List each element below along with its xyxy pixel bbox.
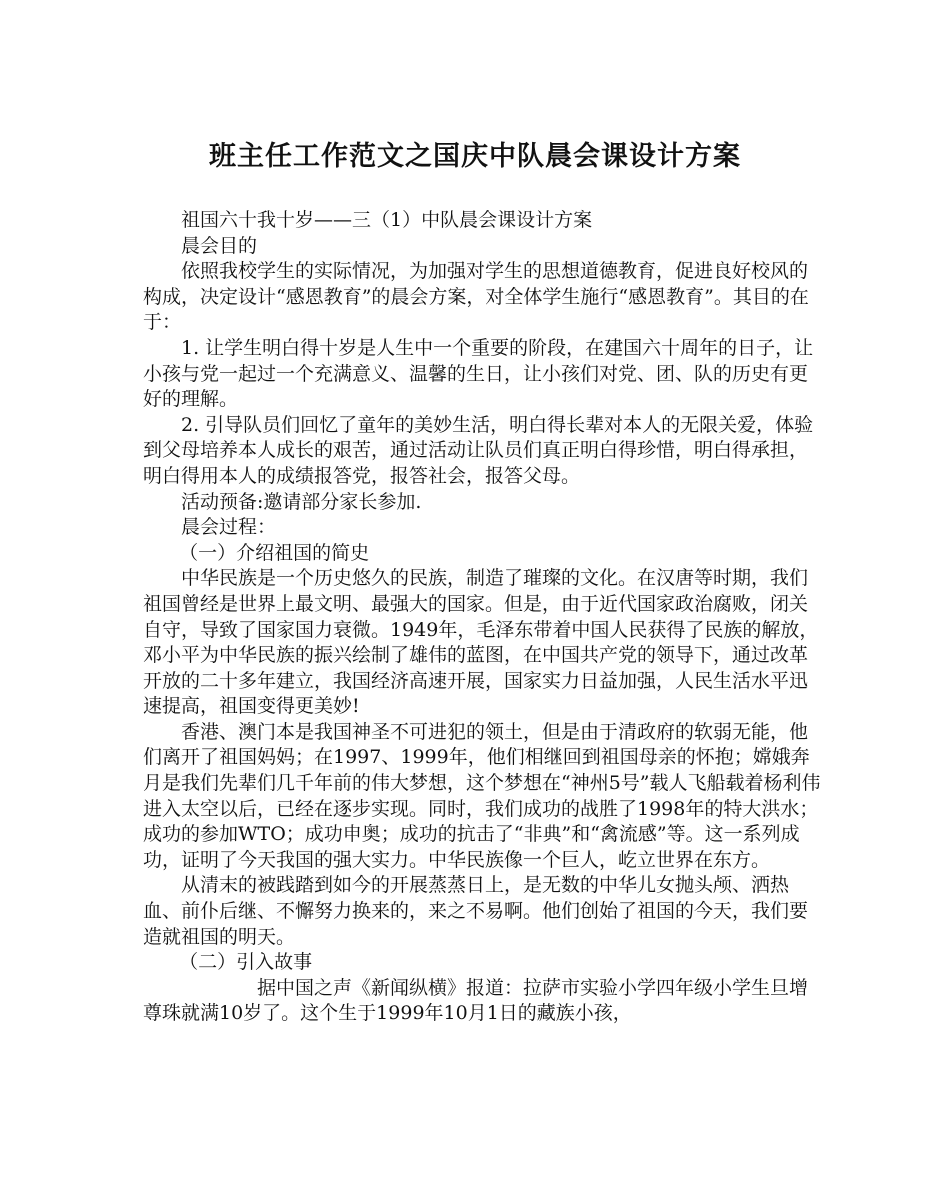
subtitle-paragraph: 祖国六十我十岁——三（1）中队晨会课设计方案 [181,209,593,231]
paragraph-history-2: 香港、澳门本是我国神圣不可进犯的领土，但是由于清政府的软弱无能，他们离开了祖国妈妈；在1997、1999年，他们相继回到祖国母亲的怀抱；嫦娥奔月是我们先辈们几千年前的伟大梦想，这个梦想在“神州5号”载人飞船载着杨利伟进入太空以后，已经在逐步实现。同时，我们成功的战胜了1998年的特大洪水；成功的参加WTO；成功申奥；成功的抗击了“非典”和“禽流感”等。这一系列成功，证明了今天我国的强大实力。中华民族像一个巨人，屹立世界在东方。 [143,720,821,871]
document-body [143,208,823,1027]
paragraph-history-3: 从清末的被践踏到如今的开展蒸蒸日上，是无数的中华儿女抛头颅、洒热血、前仆后继、不懈努力换来的，来之不易啊。他们创始了祖国的今天，我们要造就祖国的明天。 [143,874,809,948]
section-heading-purpose: 晨会目的 [181,234,258,257]
section-heading-process: 晨会过程： [181,516,277,539]
section-heading-history: （一）介绍祖国的简史 [179,541,370,564]
document-title: 班主任工作范文之国庆中队晨会课设计方案 [209,141,741,172]
paragraph-purpose-item-2: 2. 引导队员们回忆了童年的美妙生活，明白得长辈对本人的无限关爱，体验到父母培养本人成长的艰苦，通过活动让队员们真正明白得珍惜，明白得承担，明白得用本人的成绩报答党，报答社会，报答父母。 [143,413,814,487]
section-heading-story: （二）引入故事 [179,951,313,974]
paragraph-purpose-item-1: 1. 让学生明白得十岁是人生中一个重要的阶段，在建国六十周年的日子，让小孩与党一起过一个充满意义、温馨的生日，让小孩们对党、团、队的历史有更好的理解。 [143,336,814,411]
paragraph-history-1: 中华民族是一个历史悠久的民族，制造了璀璨的文化。在汉唐等时期，我们祖国曾经是世界上最文明、最强大的国家。但是，由于近代国家政治腐败，闭关自守，导致了国家国力衰微。1949年，毛泽东带着中国人民获得了民族的解放，邓小平为中华民族的振兴绘制了雄伟的蓝图，在中国共产党的领导下，通过改革开放的二十多年建立，我国经济高速开展，国家实力日益加强，人民生活水平迅速提高，祖国变得更美妙! [143,567,819,718]
paragraph-story: 据中国之声《新闻纵横》报道：拉萨市实验小学四年级小学生旦增尊珠就满10岁了。这个生于1999年10月1日的藏族小孩， [143,976,809,1025]
paragraph-preparation: 活动预备:邀请部分家长参加. [181,490,422,513]
paragraph-purpose-intro: 依照我校学生的实际情况，为加强对学生的思想道德教育，促进良好校风的构成，决定设计“感恩教育”的晨会方案，对全体学生施行“感恩教育”。其目的在于： [143,260,809,334]
